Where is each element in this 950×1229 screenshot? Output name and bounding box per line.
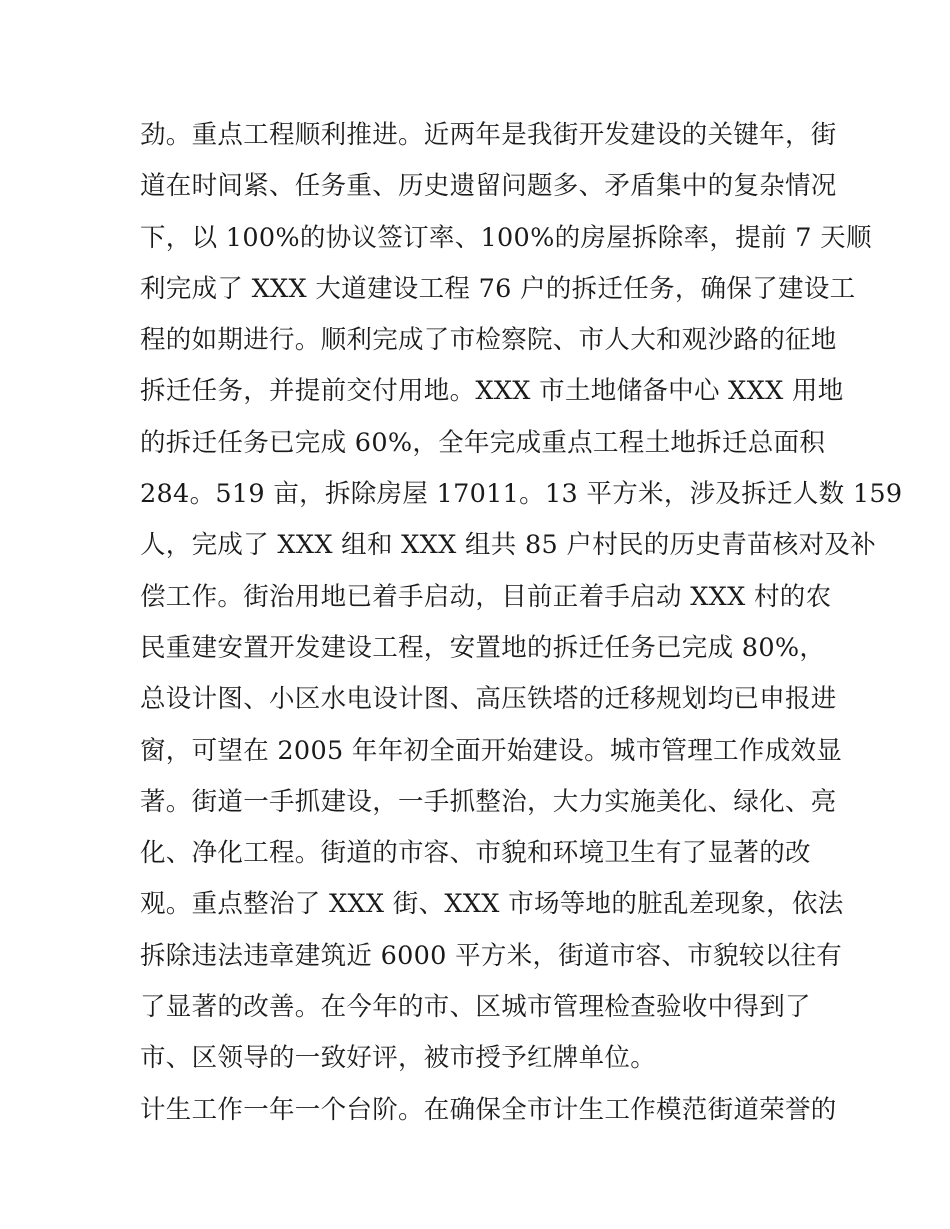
text-line: 道在时间紧、任务重、历史遗留问题多、矛盾集中的复杂情况: [140, 171, 837, 202]
text-line: 拆迁任务，并提前交付用地。XXX 市土地储备中心 XXX 用地: [140, 376, 844, 407]
text-line: 拆除违法违章建筑近 6000 平方米，街道市容、市貌较以往有: [140, 940, 843, 971]
text-line: 化、净化工程。街道的市容、市貌和环境卫生有了显著的改: [140, 838, 811, 869]
text-line: 284。519 亩，拆除房屋 17011。13 平方米，涉及拆迁人数 159: [140, 479, 903, 510]
text-line: 下，以 100%的协议签订率、100%的房屋拆除率，提前 7 天顺: [140, 222, 872, 253]
text-line: 程的如期进行。顺利完成了市检察院、市人大和观沙路的征地: [140, 325, 837, 356]
text-line: 计生工作一年一个台阶。在确保全市计生工作模范街道荣誉的: [140, 1094, 837, 1125]
text-line: 人，完成了 XXX 组和 XXX 组共 85 户村民的历史青苗核对及补: [140, 530, 877, 561]
text-line: 著。街道一手抓建设，一手抓整治，大力实施美化、绿化、亮: [140, 786, 837, 817]
text-line: 市、区领导的一致好评，被市授予红牌单位。: [140, 1043, 657, 1074]
text-line: 总设计图、小区水电设计图、高压铁塔的迁移规划均已申报进: [140, 684, 837, 715]
text-line: 偿工作。街治用地已着手启动，目前正着手启动 XXX 村的农: [140, 581, 832, 612]
text-line: 的拆迁任务已完成 60%，全年完成重点工程土地拆迁总面积: [140, 427, 826, 458]
text-line: 民重建安置开发建设工程，安置地的拆迁任务已完成 80%，: [140, 632, 826, 663]
text-line: 窗，可望在 2005 年年初全面开始建设。城市管理工作成效显: [140, 735, 843, 766]
text-line: 利完成了 XXX 大道建设工程 76 户的拆迁任务，确保了建设工: [140, 273, 856, 304]
text-line: 劲。重点工程顺利推进。近两年是我街开发建设的关键年，街: [140, 120, 837, 150]
text-line: 了显著的改善。在今年的市、区城市管理检查验收中得到了: [140, 992, 811, 1023]
body-text: [140, 110, 903, 1136]
text-line: 观。重点整治了 XXX 街、XXX 市场等地的脏乱差现象，依法: [140, 889, 844, 920]
